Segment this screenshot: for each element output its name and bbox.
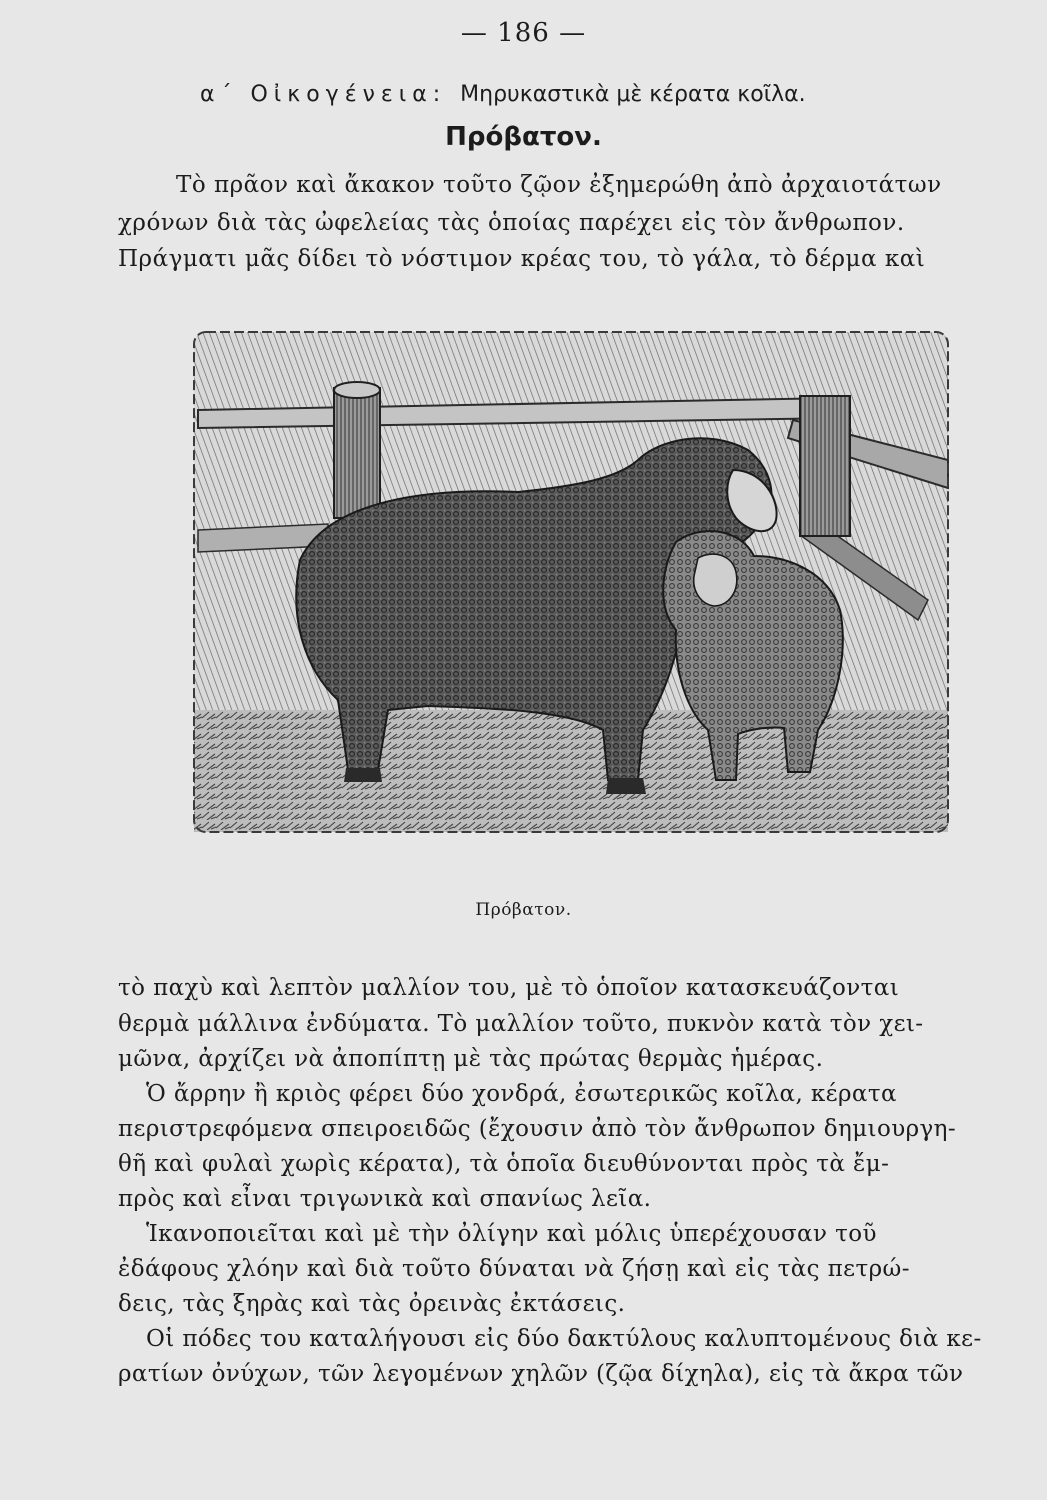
ram-hoof-back bbox=[344, 768, 382, 782]
ram-hoof bbox=[606, 778, 646, 794]
figure-caption: Πρόβατον. bbox=[475, 900, 572, 920]
intro-line: Τὸ πρᾶον καὶ ἄκακον τοῦτο ζῷον ἐξημερώθη ἀπὸ ἀρχαιοτάτων bbox=[176, 172, 942, 198]
body-line: πρὸς καὶ εἶναι τριγωνικὰ καὶ σπανίως λεῖα. bbox=[118, 1186, 652, 1212]
body-line: ρατίων ὀνύχων, τῶν λεγομένων χηλῶν (ζῷα δίχηλα), εἰς τὰ ἄκρα τῶν bbox=[118, 1361, 964, 1387]
intro-line: χρόνων διὰ τὰς ὠφελείας τὰς ὁποίας παρέχει εἰς τὸν ἄνθρωπον. bbox=[118, 210, 905, 236]
body-line: δεις, τὰς ξηρὰς καὶ τὰς ὀρεινὰς ἐκτάσεις. bbox=[118, 1291, 626, 1317]
family-label: α΄ Οἰκογένεια: bbox=[200, 82, 447, 107]
body-line: Οἱ πόδες του καταλήγουσι εἰς δύο δακτύλους καλυπτομένους διὰ κε- bbox=[146, 1326, 982, 1352]
page-number: — 186 — bbox=[460, 18, 587, 48]
straw-ground bbox=[194, 710, 948, 832]
family-heading bbox=[200, 82, 940, 107]
body-line: Ὁ ἄρρην ἢ κριὸς φέρει δύο χονδρά, ἐσωτερικῶς κοῖλα, κέρατα bbox=[146, 1081, 897, 1107]
body-line: θερμὰ μάλλινα ἐνδύματα. Τὸ μαλλίον τοῦτο, πυκνὸν κατὰ τὸν χει- bbox=[118, 1011, 924, 1037]
body-line: περιστρεφόμενα σπειροειδῶς (ἔχουσιν ἀπὸ τὸν ἄνθρωπον δημιουργη- bbox=[118, 1116, 957, 1142]
body-line: ἐδάφους χλόην καὶ διὰ τοῦτο δύναται νὰ ζήσῃ καὶ εἰς τὰς πετρώ- bbox=[118, 1256, 910, 1282]
fence-post-top bbox=[334, 382, 380, 398]
sheep-illustration bbox=[188, 310, 954, 840]
family-text: Μηρυκαστικὰ μὲ κέρατα κοῖλα. bbox=[460, 82, 806, 107]
body-line: θῆ καὶ φυλαὶ χωρὶς κέρατα), τὰ ὁποῖα διευθύνονται πρὸς τὰ ἔμ- bbox=[118, 1151, 890, 1177]
fence-post-left bbox=[334, 388, 380, 518]
sheep-engraving bbox=[188, 310, 954, 840]
body-line: μῶνα, ἀρχίζει νὰ ἀποπίπτῃ μὲ τὰς πρώτας θερμὰς ἡμέρας. bbox=[118, 1046, 824, 1072]
intro-line: Πράγματι μᾶς δίδει τὸ νόστιμον κρέας του, τὸ γάλα, τὸ δέρμα καὶ bbox=[118, 246, 926, 272]
lamb-face bbox=[694, 554, 737, 606]
fence-post-right bbox=[800, 396, 850, 536]
section-title: Πρόβατον. bbox=[445, 122, 602, 152]
body-line: τὸ παχὺ καὶ λεπτὸν μαλλίον του, μὲ τὸ ὁποῖον κατασκευάζονται bbox=[118, 975, 900, 1001]
body-line: Ἱκανοποιεῖται καὶ μὲ τὴν ὀλίγην καὶ μόλις ὑπερέχουσαν τοῦ bbox=[146, 1221, 877, 1247]
